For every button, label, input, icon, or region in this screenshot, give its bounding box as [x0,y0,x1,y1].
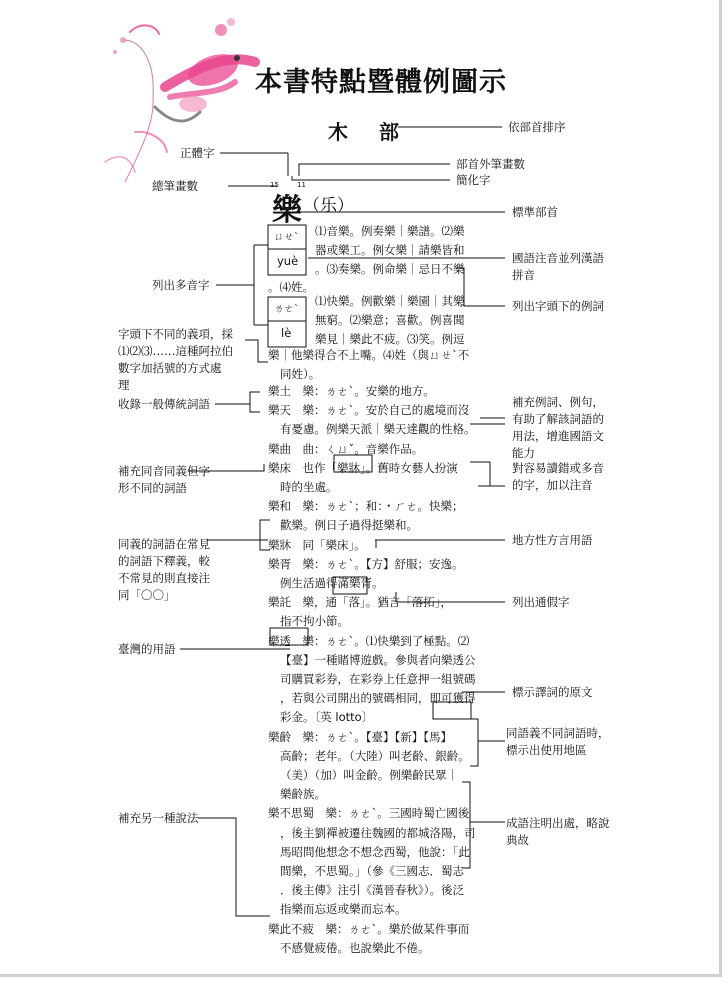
yue-tail: 。⑷姓。 [268,280,314,294]
radical-heading: 木 部 [328,120,411,144]
le-line: 樂見｜樂此不疲。⑶笑。例逗 [315,332,465,347]
le-tail-line: 樂｜他樂得合不上嘴。⑷姓（與ㄩㄝˋ不 [268,348,470,362]
word-entry: 樂曲 曲：ㄑㄩˇ。音樂作品。 [268,441,424,456]
le-tail [268,346,469,384]
le-line: ⑴快樂。例歡樂｜樂園｜其樂 [315,294,465,308]
ann-loanword: 標示譯詞的原文 [512,685,593,699]
word-entry: 樂天 樂：ㄌㄜˋ。安於自己的處境而沒 有憂慮。例樂天派｜樂天達觀的性格。 [268,403,476,437]
pinyin-le: lè [281,326,292,340]
zhuyin-le: ㄌㄜˋ [274,304,299,315]
yue-line: ⑴音樂。例奏樂｜樂譜。⑵樂 [315,224,465,238]
ann-radical-order: 依部首排序 [508,120,566,134]
ann-standard-char: 正體字 [180,146,215,160]
page-title: 本書特點暨體例圖示 [255,67,507,98]
word-entry: 樂透 樂：ㄌㄜˋ。⑴快樂到了極點。⑵ 【臺】一種賭博遊戲。參與者向樂透公 司購買彩券，在彩券上任意押一組號碼 ，若與公司開出的號碼相同，即可獲得 彩金。〔英 lotto〕 [268,633,476,725]
word-entry: 樂齡 樂：ㄌㄜˋ。【臺】【新】【馬】 高齡；老年。（大陸）叫老齡、銀齡。 （美）（加）叫金齡。例樂齡民眾｜ 樂齡族。 [268,729,470,802]
ann-another-saying: 補充另一種說法 [118,811,199,825]
word-entry: 樂胥 樂：ㄌㄜˋ。【方】舒服；安逸。 例生活過得滿樂胥。 [268,556,464,591]
headword: 樂 [272,193,302,228]
ann-variant: 列出通假字 [512,595,570,609]
word-entry: 樂床 也作「樂牀」。舊時女藝人扮演 時的坐處。 [268,460,458,495]
ann-general-words: 收錄一般傳統詞語 [118,397,210,411]
le-line: 無窮。⑵樂意；喜歡。例喜聞 [315,313,465,328]
ann-mispronounce: 對容易讀錯或多音 的字，加以注音 [512,461,604,492]
ann-multi-reading: 列出多音字 [152,278,210,292]
ann-simplified: 簡化字 [456,173,491,187]
word-entry: 樂土 樂：ㄌㄜˋ。安樂的地方。 [268,384,435,398]
word-entry: 樂和 樂：ㄌㄜˋ；和：・ㄏㄜ。快樂； 歡樂。例日子過得挺樂和。 [268,499,464,533]
radical-strokes-number: 11 [297,181,306,189]
ann-dialect: 地方性方言用語 [512,533,593,547]
word-list [268,382,476,958]
le-tail-line: 同姓）。 [280,367,321,382]
word-entry: 樂託 樂，通「落」。猶言「落拓」， 指不拘小節。 [268,595,452,629]
yue-line: 器或樂工。例女樂｜請樂皆和 [315,243,465,258]
ann-total-strokes: 總筆畫數 [152,179,198,193]
ann-zhuyin-pinyin: 國語注音並列漢語 拼音 [512,251,604,282]
yue-sense-block [315,222,465,280]
word-entry: 樂不思蜀 樂：ㄌㄜˋ。三國時蜀亡國後 ，後主劉禪被遷往魏國的都城洛陽，司 馬昭問他想念不想念西蜀，他說：「此 間樂，不思蜀。」（參《三國志．蜀志 ．後主傳》注引《漢晉春秋》）。後泛 指樂而忘返或樂而忘本。 [268,806,476,917]
zhuyin-yue: ㄩㄝˋ [274,232,299,243]
pinyin-yue: yuè [277,254,299,268]
ann-taiwan-terms: 臺灣的用語 [118,642,176,656]
ann-idiom-source: 成語注明出處，略說 典故 [506,816,610,847]
word-entry: 樂此不疲 樂：ㄌㄜˋ。樂於做某件事而 不感覺疲倦。也說樂此不倦。 [268,921,470,955]
total-strokes-number: 15 [270,181,279,189]
simplified-form: （乐） [303,196,354,216]
ann-supplement: 補充例詞、例句， 有助了解該詞語的 用法，增進國語文 能力 [512,395,604,460]
ann-examples: 列出字頭下的例詞 [512,299,604,313]
ann-same-sound: 補充同音同義但字 形不同的詞語 [118,464,210,495]
ann-sense-numbering: 字頭下不同的義項，採 ⑴⑵⑶……這種阿拉伯 數字加括號的方式處 理 [118,327,233,392]
ann-synonyms: 同義的詞語在常見 的詞語下釋義，較 不常見的則直接注 同「〇〇」 [118,537,210,602]
word-entry: 樂牀 同「樂床」。 [268,537,366,552]
ann-outside-strokes: 部首外筆畫數 [456,157,525,171]
le-sense-block [315,292,465,350]
yue-line: 。⑶奏樂。例命樂｜忌日不樂 [315,262,465,277]
ann-standard-radical: 標準部首 [512,205,558,219]
ann-regional: 同語義不同詞語時， 標示出使用地區 [506,726,610,757]
